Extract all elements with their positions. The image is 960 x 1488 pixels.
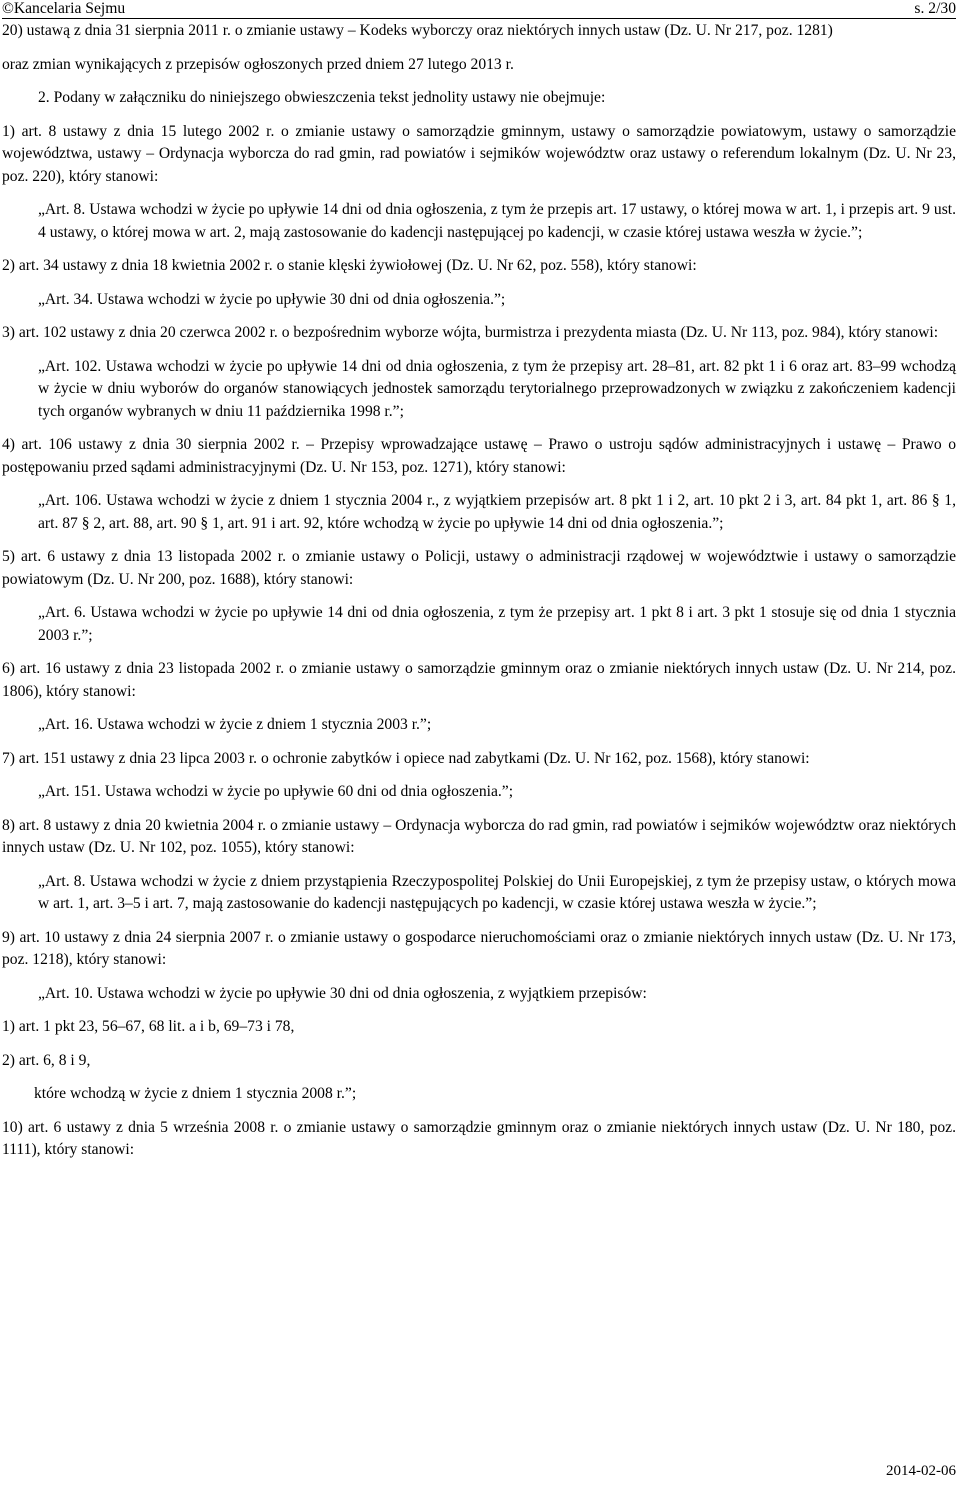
list-item-5: 5) art. 6 ustawy z dnia 13 listopada 2002 r. o zmianie ustawy o Policji, ustawy o administracji rządowej w województwie i ustawy o samorządzie powiatowym (Dz. U. Nr 200, poz. 1688), który stanowi: <box>2 548 956 588</box>
page-header <box>2 0 956 20</box>
quote-item-9-sub-1: 1) art. 1 pkt 23, 56–67, 68 lit. a i b, 69–73 i 78, <box>2 1018 295 1035</box>
header-page-number: s. 2/30 <box>914 0 956 17</box>
quote-item-7: „Art. 151. Ustawa wchodzi w życie po upływie 60 dni od dnia ogłoszenia.”; <box>38 783 514 800</box>
point-2: 2. Podany w załączniku do niniejszego obwieszczenia tekst jednolity ustawy nie obejmuje: <box>38 89 606 106</box>
list-item-3: 3) art. 102 ustawy z dnia 20 czerwca 2002 r. o bezpośrednim wyborze wójta, burmistrza i prezydenta miasta (Dz. U. Nr 113, poz. 984), który stanowi: <box>2 324 939 341</box>
footer-date: 2014-02-06 <box>886 1463 956 1479</box>
document-body <box>2 20 956 1162</box>
list-item-10: 10) art. 6 ustawy z dnia 5 września 2008 r. o zmianie ustawy o samorządzie gminnym oraz o zmianie niektórych innych ustaw (Dz. U. Nr 180, poz. 1111), który stanowi: <box>2 1118 956 1158</box>
list-item-6: 6) art. 16 ustawy z dnia 23 listopada 2002 r. o zmianie ustawy o samorządzie gminnym oraz o zmianie niektórych innych ustaw (Dz. U. Nr 214, poz. 1806), który stanowi: <box>2 660 956 700</box>
quote-item-5: „Art. 6. Ustawa wchodzi w życie po upływie 14 dni od dnia ogłoszenia, z tym że przepisy art. 1 pkt 8 i art. 3 pkt 1 stosuje się od dnia 1 stycznia 2003 r.”; <box>38 604 956 644</box>
list-item-8: 8) art. 8 ustawy z dnia 20 kwietnia 2004 r. o zmianie ustawy – Ordynacja wyborcza do rad gmin, rad powiatów i sejmików województw oraz niektórych innych ustaw (Dz. U. Nr 102, poz. 1055), który stanowi: <box>2 816 956 856</box>
list-item-7: 7) art. 151 ustawy z dnia 23 lipca 2003 r. o ochronie zabytków i opiece nad zabytkami (Dz. U. Nr 162, poz. 1568), który stanowi: <box>2 749 810 767</box>
quote-item-1: „Art. 8. Ustawa wchodzi w życie po upływie 14 dni od dnia ogłoszenia, z tym że przepis art. 17 ustawy, o której mowa w art. 1, i przepis art. 9 ust. 4 ustawy, o której mowa w art. 2, mają zastosowanie do kadencji następującej po kadencji, w czasie której ustawa weszła w życie.”; <box>38 201 956 241</box>
header-source: ©Kancelaria Sejmu <box>2 0 126 17</box>
quote-item-6: „Art. 16. Ustawa wchodzi w życie z dniem 1 stycznia 2003 r.”; <box>38 716 432 733</box>
quote-item-2: „Art. 34. Ustawa wchodzi w życie po upływie 30 dni od dnia ogłoszenia.”; <box>38 290 506 308</box>
quote-item-8: „Art. 8. Ustawa wchodzi w życie z dniem przystąpienia Rzeczypospolitej Polskiej do Unii Europejskiej, z tym że przepisy ustaw, o których mowa w art. 1, art. 3–5 i art. 7, mają zastosowanie do kadencji następujących po kadencji, w czasie której ustawa weszła w życie.”; <box>38 872 956 912</box>
header-rule <box>2 18 956 19</box>
quote-item-3: „Art. 102. Ustawa wchodzi w życie po upływie 14 dni od dnia ogłoszenia, z tym że przepisy art. 28–81, art. 82 pkt 1 i 6 oraz art. 83–99 wchodzą w życie w dniu wyborów do organów stanowiących jednostek samorządu terytorialnego przeprowadzonych w związku z zakończeniem kadencji tych organów wybranych w dniu 11 października 1998 r.”; <box>38 357 956 420</box>
quote-item-4: „Art. 106. Ustawa wchodzi w życie z dniem 1 stycznia 2004 r., z wyjątkiem przepisów art. 8 pkt 1 i 2, art. 10 pkt 2 i 3, art. 84 pkt 1, art. 86 § 1, art. 87 § 2, art. 88, art. 90 § 1, art. 91 i art. 92, które wchodzą w życie po upływie 14 dni od dnia ogłoszenia.”; <box>38 492 956 532</box>
quote-item-9-sub-2: 2) art. 6, 8 i 9, <box>2 1051 91 1069</box>
intro-line-1: 20) ustawą z dnia 31 sierpnia 2011 r. o zmianie ustawy – Kodeks wyborczy oraz niektórych innych ustaw (Dz. U. Nr 217, poz. 1281) <box>2 22 833 39</box>
list-item-1: 1) art. 8 ustawy z dnia 15 lutego 2002 r. o zmianie ustawy o samorządzie gminnym, ustawy o samorządzie powiatowym, ustawy o samorządzie województwa, ustawy – Ordynacja wyborcza do rad gmin, rad powiatów i sejmików województw oraz ustawy o referendum lokalnym (Dz. U. Nr 23, poz. 220), który stanowi: <box>2 122 956 185</box>
quote-item-9-end: które wchodzą w życie z dniem 1 stycznia 2008 r.”; <box>34 1085 357 1102</box>
list-item-9: 9) art. 10 ustawy z dnia 24 sierpnia 2007 r. o zmianie ustawy o gospodarce nieruchomościami oraz o zmianie niektórych innych ustaw (Dz. U. Nr 173, poz. 1218), który stanowi: <box>2 928 956 968</box>
list-item-2: 2) art. 34 ustawy z dnia 18 kwietnia 2002 r. o stanie klęski żywiołowej (Dz. U. Nr 62, poz. 558), który stanowi: <box>2 257 697 274</box>
list-item-4: 4) art. 106 ustawy z dnia 30 sierpnia 2002 r. – Przepisy wprowadzające ustawę – Prawo o ustroju sądów administracyjnych i ustawę – Prawo o postępowaniu przed sądami administracyjnymi (Dz. U. Nr 153, poz. 1271), który stanowi: <box>2 436 956 476</box>
intro-line-2: oraz zmian wynikających z przepisów ogłoszonych przed dniem 27 lutego 2013 r. <box>2 55 514 73</box>
quote-item-9: „Art. 10. Ustawa wchodzi w życie po upływie 30 dni od dnia ogłoszenia, z wyjątkiem przepisów: <box>38 984 647 1002</box>
